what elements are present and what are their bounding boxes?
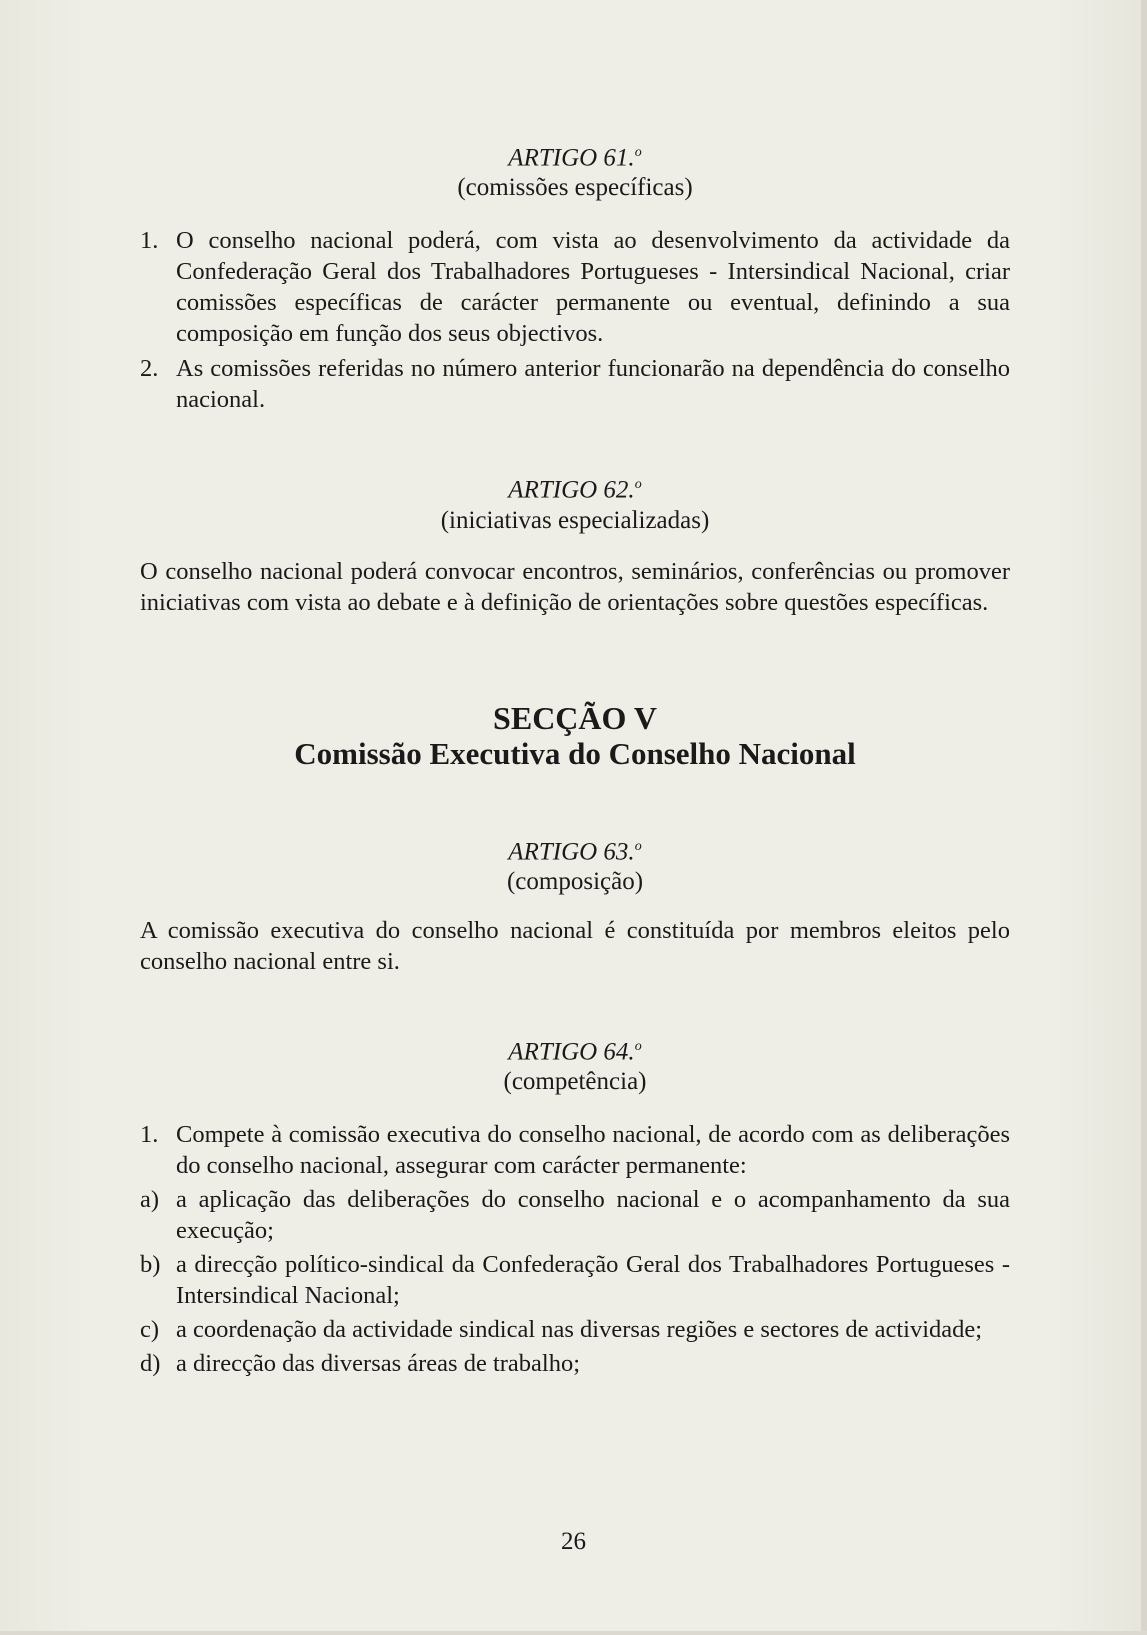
article-63 (140, 832, 1010, 977)
article-item (140, 225, 1010, 349)
article-62 (140, 470, 1010, 617)
article-number: ARTIGO 64.$^o$ (508, 1038, 642, 1066)
section-subtitle: Comissão Executiva do Conselho Nacional (294, 735, 856, 771)
item-text: a direcção das diversas áreas de trabalho; (176, 1350, 581, 1378)
article-item (140, 1119, 1010, 1181)
article-item (140, 1314, 1010, 1345)
article-text: O conselho nacional poderá convocar encontros, seminários, conferências ou promover iniciativas com vista ao debate e à definição de orientações sobre questões específicas. (140, 557, 1010, 616)
item-text: a coordenação da actividade sindical nas diversas regiões e sectores de actividade; (176, 1316, 983, 1344)
section-heading (140, 700, 1010, 772)
item-text: O conselho nacional poderá, com vista ao desenvolvimento da actividade da Confederação Geral dos Trabalhadores Portugueses - Intersindical Nacional, criar comissões específicas de carácter permanente ou eventual, definindo a sua composição em função dos seus objectivos. (176, 227, 1010, 348)
article-item (140, 1348, 1010, 1379)
article-item (140, 1249, 1010, 1311)
article-number: ARTIGO 63.$^o$ (508, 837, 642, 865)
item-mark: 1. (140, 227, 159, 255)
article-number: ARTIGO 61.$^o$ (508, 144, 642, 172)
article-64 (140, 1032, 1010, 1379)
article-item (140, 1184, 1010, 1246)
article-text: A comissão executiva do conselho nacional é constituída por membros eleitos pelo conselho nacional entre si. (140, 916, 1010, 975)
item-mark: c) (140, 1316, 160, 1344)
item-mark: 1. (140, 1121, 159, 1149)
article-title: (iniciativas especializadas) (440, 506, 710, 534)
article-item (140, 353, 1010, 415)
item-text: a aplicação das deliberações do conselho nacional e o acompanhamento da sua execução; (176, 1186, 1010, 1245)
article-number: ARTIGO 62.$^o$ (508, 476, 642, 504)
article-61 (140, 138, 1010, 415)
article-title: (composição) (506, 867, 644, 895)
page-edge (1141, 0, 1147, 1635)
article-title: (competência) (503, 1068, 647, 1096)
item-mark: b) (140, 1251, 161, 1279)
section-title: SECÇÃO V (493, 699, 657, 736)
article-title: (comissões específicas) (457, 174, 693, 202)
item-mark: a) (140, 1186, 160, 1214)
item-text: a direcção político-sindical da Confederação Geral dos Trabalhadores Portugueses - Intersindical Nacional; (176, 1251, 1010, 1310)
item-text: Compete à comissão executiva do conselho nacional, de acordo com as deliberações do conselho nacional, assegurar com carácter permanente: (176, 1121, 1010, 1180)
item-text: As comissões referidas no número anterior funcionarão na dependência do conselho nacional. (176, 355, 1010, 414)
page-edge-bottom (0, 1631, 1147, 1635)
item-mark: 2. (140, 355, 159, 383)
page-number: 26 (561, 1528, 586, 1555)
page-content (140, 138, 1010, 1379)
item-mark: d) (140, 1350, 161, 1378)
